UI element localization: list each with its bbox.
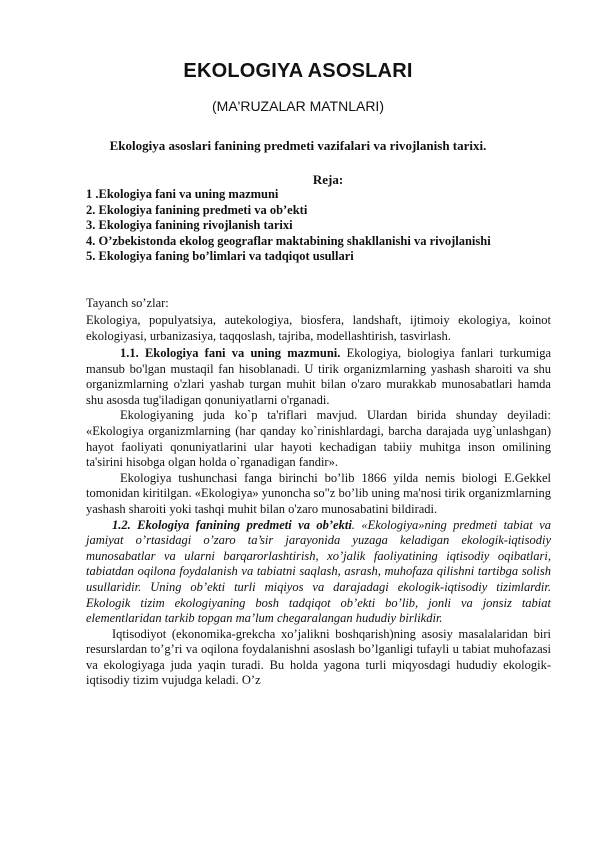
paragraph-text: Ekologiya tushunchasi fanga birinchi bo’lib 1866 yilda nemis biologi E.Gekkel tomonidan kiritilgan. «Ekologiya» yunoncha so"z bo’lib uning ma'nosi tirik organizmlarning yashash sharoiti yoki tashqi muhit bilan o'zaro munosabatini bildiradi. [86,470,551,516]
paragraph-text: Ekologiya, biologiya fanlari turkumiga mansub bo'lgan mustaqil fan hisoblanadi. U tirik organizmlarning yashash sharoiti va shu organizmlarning o'zlari yashab turgan muhit bilan o'zaro murakkab munosabatlari hamda shu asosda tug'iladigan qonuniyatlarni o'rganadi. [86,346,551,407]
document-title: EKOLOGIYA ASOSLARI [183,60,413,82]
paragraph [86,518,551,627]
plan-item: 1 .Ekologiya fani va uning mazmuni [86,187,279,201]
plan-list [86,187,551,265]
plan-item: 2. Ekologiya fanining predmeti va ob’ekti [86,202,308,217]
document-subtitle: (MA'RUZALAR MATNLARI) [212,98,384,114]
plan-label: Reja: [312,172,344,187]
paragraph [86,471,551,518]
paragraph-text: Iqtisodiyot (ekonomika-grekcha xo’jalikni boshqarish)ning asosiy masalalaridan biri resurslardan to’g’ri va oqilona foydalanishni asoslash bo’lganligi tufayli u tabiat muhofazasi va ekologiyaga juda yaqin turadi. Bu holda yagona turli miqyosdagi hududiy ekologik-iqtisodiy tizim vujudga keladi. O’z [86,626,551,688]
paragraph [86,346,551,408]
section-heading: 1.1. Ekologiya fani va uning mazmuni. [120,346,341,360]
paragraph [86,408,551,470]
keywords-text: Ekologiya, populyatsiya, autekologiya, biosfera, landshaft, ijtimoiy ekologiya, koinot ekologiyasi, urbanizasiya, taqqoslash, tajriba, modellashtirish, tasvirlash. [86,313,551,343]
plan-item: 3. Ekologiya fanining rivojlanish tarixi [86,218,293,232]
lecture-title: Ekologiya asoslari fanining predmeti vazifalari va rivojlanish tarixi. [109,138,487,153]
plan-item: 5. Ekologiya faning bo’limlari va tadqiqot usullari [86,249,354,263]
section-heading: 1.2. Ekologiya fanining predmeti va ob’ekti [112,517,352,532]
paragraph-text: Ekologiyaning juda ko`p ta'riflari mavjud. Ulardan birida shunday deyiladi: «Ekologiya organizmlarning (har qanday ko`rinishlardagi, barcha darajada uyg`unlashgan) hayot faoliyati qonuniyatlarini ular hayoti kechadigan tabiiy muhitga inson omilining ta'sirini hisobga olgan holda o`rganadigan fandir». [86,408,551,470]
paragraph [86,627,551,689]
keywords-label: Tayanch so’zlar: [86,296,169,310]
paragraph-text: . «Ekologiya»ning predmeti tabiat va jamiyat o’rtasidagi o’zaro ta’sir jarayonida yuzaga keladigan ekologik-iqtisodiy munosabatlar va ularni barqarorlashtirish, xo’jalik faoliyatining iqtisodiy oqibatlari, tabiatdan oqilona foydalanish va tabiatni saqlash, asrash, muhofaza qilishni tartibga solish usullaridir. Uning ob’ekti turli miqiyos va darajadagi ekologik-iqtisodiy tizimlardir. Ekologik tizim ekologiyaning bosh tadqiqot ob’ekti bo’lib, jonli va jonsiz tabiat elementlaridan tarkib topgan ma’lum chegaralangan hududiy birlikdir. [86,517,551,626]
plan-item: 4. O’zbekistonda ekolog geograflar maktabining shakllanishi va rivojlanishi [86,233,491,248]
lecture-body [86,346,551,689]
